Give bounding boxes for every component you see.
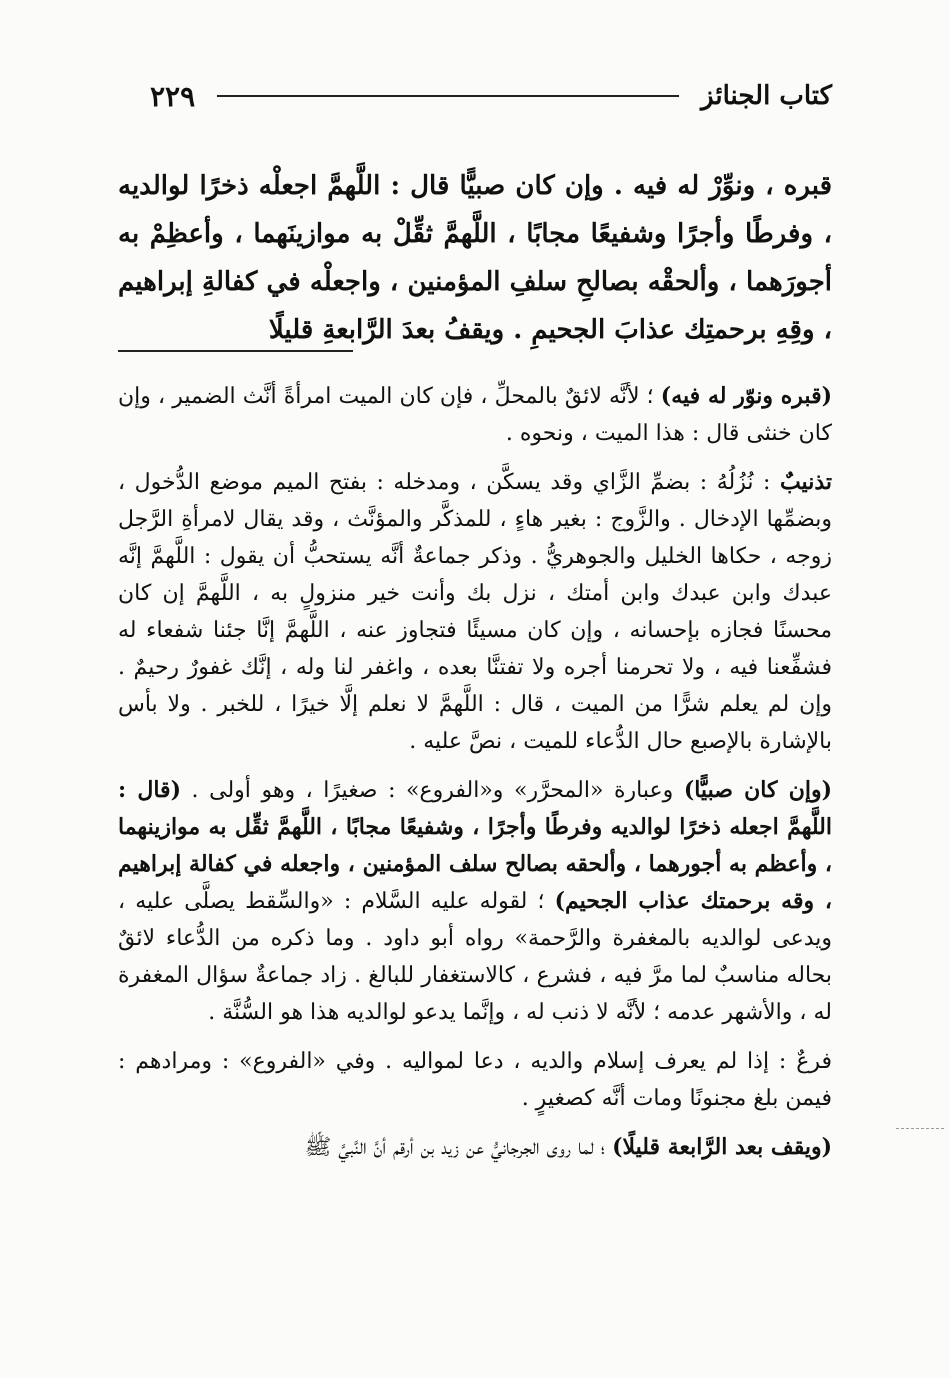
page-number: ٢٢٩ bbox=[150, 79, 196, 113]
page-header bbox=[150, 76, 832, 116]
main-text-paragraph: قبره ، ونوِّرْ له فيه . وإن كان صبيًّا قال : اللَّهمَّ اجعلْه ذخرًا لوالديه ، وفرطًا وأجرًا وشفيعًا مجابًا ، اللَّهمَّ ثقِّلْ به موازينَهما ، وأعظِمْ به أجورَهما ، وألحقْه بصالحِ سلفِ المؤمنين ، واجعلْه في كفالةِ إبراهيم ، وقِهِ برحمتِك عذابَ الجحيمِ . ويقفُ بعدَ الرَّابعةِ قليلًا bbox=[118, 171, 832, 345]
commentary-text: ؛ لما روى الجرجانيُّ عن زيد بن أرقم أنَّ النَّبيَّ ﷺ bbox=[304, 1135, 613, 1160]
lemma: (قبره ونوّر له فيه) bbox=[660, 383, 832, 409]
header-rule bbox=[217, 95, 679, 97]
running-title: كتاب الجنائز bbox=[701, 81, 832, 111]
lemma: تذنيبٌ bbox=[779, 469, 832, 495]
commentary-paragraph-3 bbox=[118, 772, 832, 1031]
commentary bbox=[118, 378, 832, 1178]
commentary-text: ؛ لأنَّه لائقٌ بالمحلِّ ، فإن كان الميت امرأةً أنَّث الضمير ، وإن كان خنثى قال : هذا الميت ، ونحوه . bbox=[118, 384, 832, 446]
main-text bbox=[118, 162, 832, 354]
commentary-paragraph-2 bbox=[118, 464, 832, 760]
lemma: (قال : اللَّهمَّ اجعله ذخرًا لوالديه وفرطًا وأجرًا ، وشفيعًا مجابًا ، اللَّهمَّ ثقِّل به موازينهما ، وأعظم به أجورهما ، وألحقه بصالح سلف المؤمنين ، واجعله في كفالة إبراهيم ، وقه برحمتك عذاب الجحيم) bbox=[118, 777, 832, 914]
commentary-text: ؛ لقوله عليه السَّلام : «والسِّقط يصلَّى عليه ، ويدعى لوالديه بالمغفرة والرَّحمة» رواه أبو داود . وما ذكره من الدُّعاء لائقٌ بحاله مناسبٌ لما مرَّ فيه ، فشرع ، كالاستغفار للبالغ . زاد جماعةٌ سؤال المغفرة له ، والأشهر عدمه ؛ لأنَّه لا ذنب له ، وإنَّما يدعو لوالديه هذا هو السُّنَّة . bbox=[118, 889, 832, 1025]
commentary-paragraph-1 bbox=[118, 378, 832, 452]
lemma: (وإن كان صبيًّا) bbox=[683, 777, 832, 803]
commentary-text: فرعٌ : إذا لم يعرف إسلام والديه ، دعا لمواليه . وفي «الفروع» : ومرادهم : فيمن بلغ مجنونًا ومات أنَّه كصغيرٍ . bbox=[118, 1049, 832, 1111]
commentary-text: وعبارة «المحرَّر» و«الفروع» : صغيرًا ، وهو أولى . bbox=[180, 778, 684, 803]
margin-scan-mark bbox=[896, 1128, 944, 1129]
commentary-text: : نُزُلُهُ : بضمِّ الزَّاي وقد يسكَّن ، ومدخله : بفتح الميم موضع الدُّخول ، وبضمِّها الإدخال . والزَّوج : بغير هاءٍ ، للمذكَّر والمؤنَّث ، وقد يقال لامرأةِ الرَّجل زوجه ، حكاها الخليل والجوهريُّ . وذكر جماعةٌ أنَّه يستحبُّ أن يقول : اللَّهمَّ إنَّه عبدك وابن عبدك وابن أمتك ، نزل بك وأنت خير منزولٍ به ، اللَّهمَّ إن كان محسنًا فجازه بإحسانه ، وإن كان مسيئًا فتجاوز عنه ، اللَّهمَّ إنَّا جئنا شفعاء له فشفِّعنا فيه ، ولا تحرمنا أجره ولا تفتنَّا بعده ، واغفر لنا وله ، إنَّك غفورٌ رحيمٌ . وإن لم يعلم شرًّا من الميت ، قال : اللَّهمَّ لا نعلم إلَّا خيرًا ، للخبر . ولا بأس بالإشارة بالإصبع حال الدُّعاء للميت ، نصَّ عليه . bbox=[118, 470, 832, 754]
commentary-paragraph-5 bbox=[118, 1129, 832, 1166]
commentary-paragraph-4 bbox=[118, 1043, 832, 1117]
footnote-separator-rule bbox=[118, 350, 353, 352]
lemma: (ويقف بعد الرَّابعة قليلًا) bbox=[612, 1134, 832, 1160]
